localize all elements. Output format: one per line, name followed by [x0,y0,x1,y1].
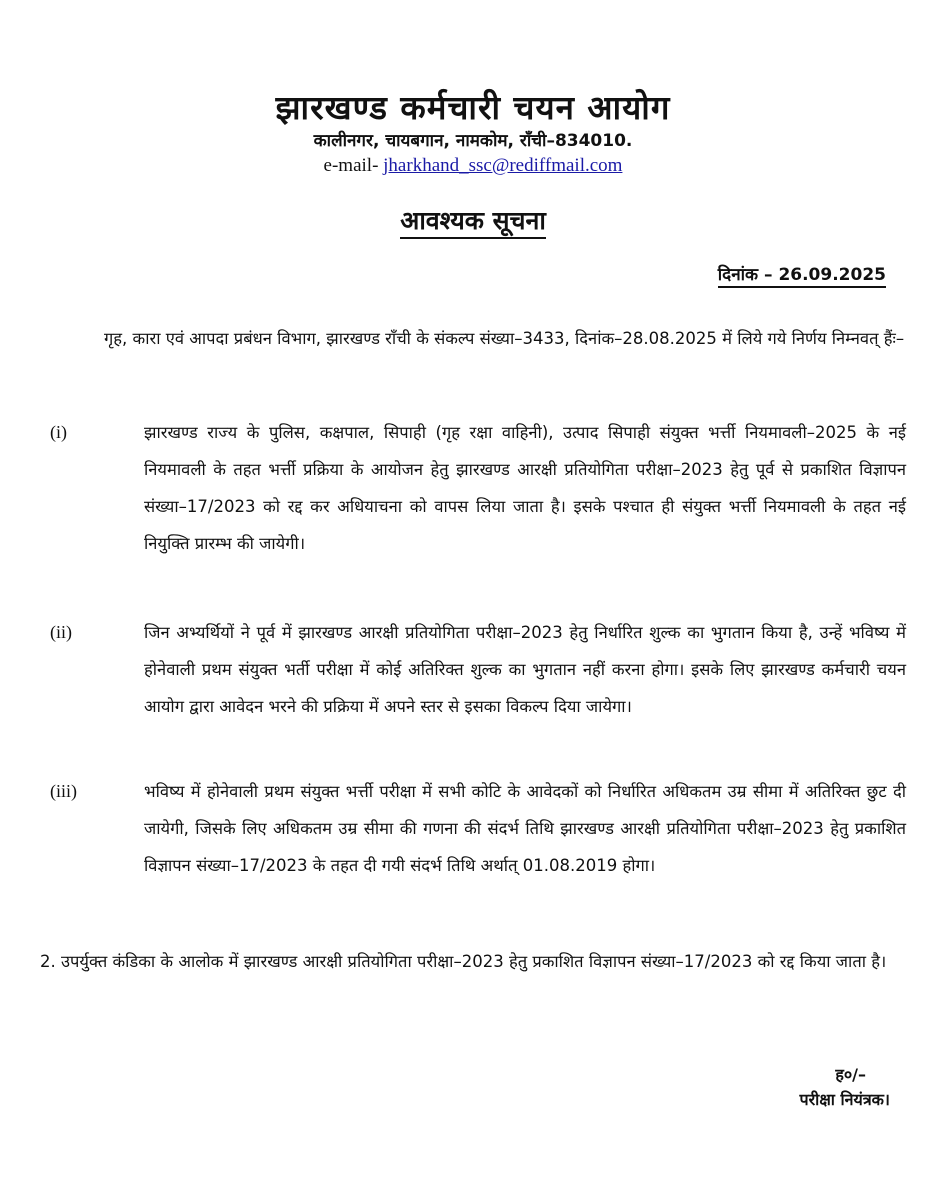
organization-name: झारखण्ड कर्मचारी चयन आयोग [275,88,671,127]
notice-date: दिनांक – 26.09.2025 [718,262,886,288]
item-number: (ii) [50,622,72,642]
item-text: भविष्य में होनेवाली प्रथम संयुक्त भर्त्ती परीक्षा में सभी कोटि के आवेदकों को निर्धारित अधिकतम उम्र सीमा में अतिरिक्त छुट दी जायेगी, जिसके लिए अधिकतम उम्र सीमा की गणना की संदर्भ तिथि झारखण्ड आरक्षी प्रतियोगिता परीक्षा–2023 हेतु प्रकाशित विज्ञापन संख्या–17/2023 के तहत दी गयी संदर्भ तिथि अर्थात् 01.08.2019 होगा। [144,782,906,875]
organization-address: कालीनगर, चायबगान, नामकोम, राँची–834010. [313,131,633,151]
signature-mark: ह०/– [835,1065,866,1084]
email-link[interactable]: jharkhand_ssc@rediffmail.com [383,155,623,176]
item-text: जिन अभ्यर्थियों ने पूर्व में झारखण्ड आरक्षी प्रतियोगिता परीक्षा–2023 हेतु निर्धारित शुल्क का भुगतान किया है, उन्हें भविष्य में होनेवाली प्रथम संयुक्त भर्ती परीक्षा में कोई अतिरिक्त शुल्क का भुगतान नहीं करना होगा। इसके लिए झारखण्ड कर्मचारी चयन आयोग द्वारा आवेदन भरने की प्रक्रिया में अपने स्तर से इसका विकल्प दिया जायेगा। [144,623,906,716]
item-text: झारखण्ड राज्य के पुलिस, कक्षपाल, सिपाही (गृह रक्षा वाहिनी), उत्पाद सिपाही संयुक्त भर्त्ती नियमावली–2025 के नई नियमावली के तहत भर्त्ती प्रक्रिया के आयोजन हेतु झारखण्ड आरक्षी प्रतियोगिता परीक्षा–2023 हेतु पूर्व से प्रकाशित विज्ञापन संख्या–17/2023 को रद्द कर अधियाचना को वापस लिया जाता है। इसके पश्चात ही संयुक्त भर्त्ती नियमावली के तहत नई नियुक्ति प्रारम्भ की जायेगी। [144,423,906,553]
item-number: (iii) [50,781,77,801]
item-number: (i) [50,422,67,442]
intro-paragraph: गृह, कारा एवं आपदा प्रबंधन विभाग, झारखण्ड राँची के संकल्प संख्या–3433, दिनांक–28.08.2025 में लिये गये निर्णय निम्नवत् हैंः– [104,329,905,348]
organization-email-line [0,155,946,177]
email-label: e-mail- [323,155,379,176]
closing-paragraph: 2. उपर्युक्त कंडिका के आलोक में झारखण्ड आरक्षी प्रतियोगिता परीक्षा–2023 हेतु प्रकाशित विज्ञापन संख्या–17/2023 को रद्द किया जाता है। [40,952,887,971]
notice-title [0,203,946,237]
notice-title-text: आवश्यक सूचना [400,206,546,239]
signatory-designation: परीक्षा नियंत्रक। [799,1090,890,1109]
